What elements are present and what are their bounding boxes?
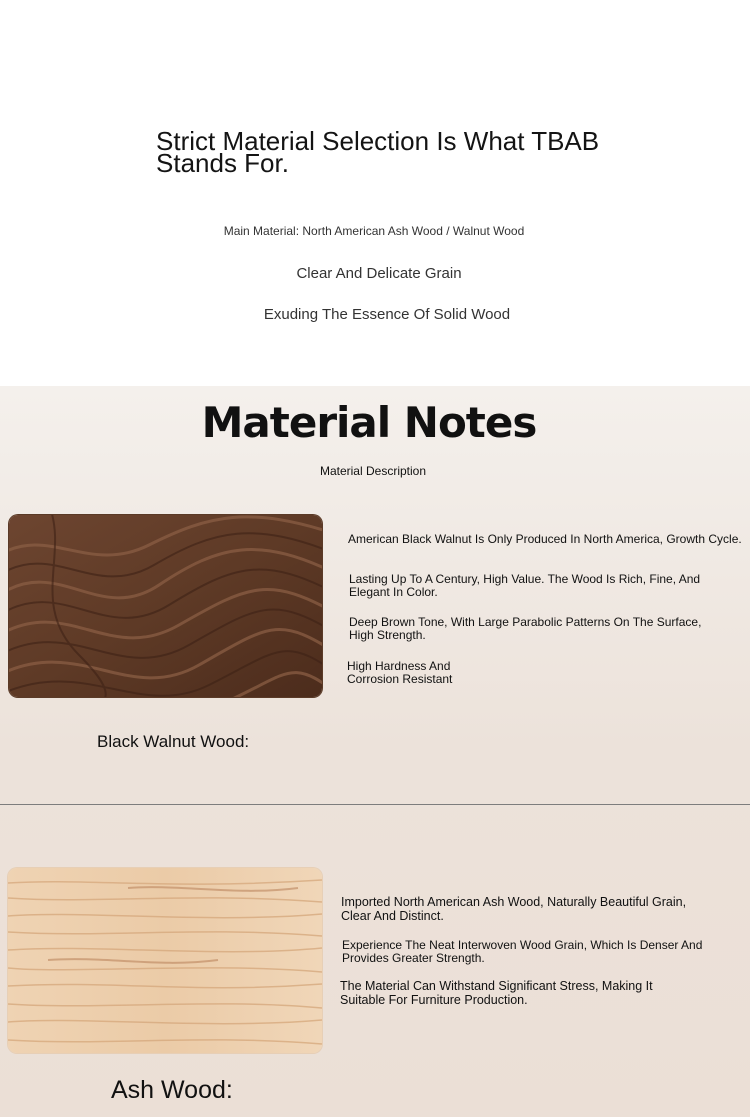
walnut-desc-2: Lasting Up To A Century, High Value. The Wood Is Rich, Fine, And Elegant In Color. [349, 572, 701, 599]
ash-wood-name: Ash Wood: [111, 1076, 233, 1104]
walnut-wood-image [9, 515, 322, 697]
ash-desc-2: Experience The Neat Interwoven Wood Grain, Which Is Denser And Provides Greater Strength. [342, 938, 703, 965]
grain-text: Clear And Delicate Grain [296, 265, 462, 282]
essence-text: Exuding The Essence Of Solid Wood [263, 306, 511, 323]
walnut-desc-3: Deep Brown Tone, With Large Parabolic Patterns On The Surface, High Strength. [349, 615, 702, 642]
walnut-wood-name: Black Walnut Wood: [97, 732, 250, 751]
material-notes-section [0, 386, 750, 1117]
material-notes-title: Material Notes [201, 398, 537, 447]
intro-headline: Strict Material Selection Is What TBAB Stands For. [156, 126, 600, 178]
walnut-desc-1: American Black Walnut Is Only Produced In North America, Growth Cycle. [348, 532, 742, 546]
intro-section [0, 0, 750, 386]
material-notes-subtitle: Material Description [319, 464, 427, 478]
section-divider [0, 804, 750, 805]
walnut-desc-4: High Hardness And Corrosion Resistant [347, 659, 453, 686]
ash-wood-image [8, 868, 322, 1053]
ash-desc-1: Imported North American Ash Wood, Naturally Beautiful Grain, Clear And Distinct. [341, 895, 687, 923]
ash-desc-3: The Material Can Withstand Significant Stress, Making It Suitable For Furniture Production. [340, 979, 653, 1007]
main-material-text: Main Material: North American Ash Wood / Walnut Wood [223, 224, 525, 238]
